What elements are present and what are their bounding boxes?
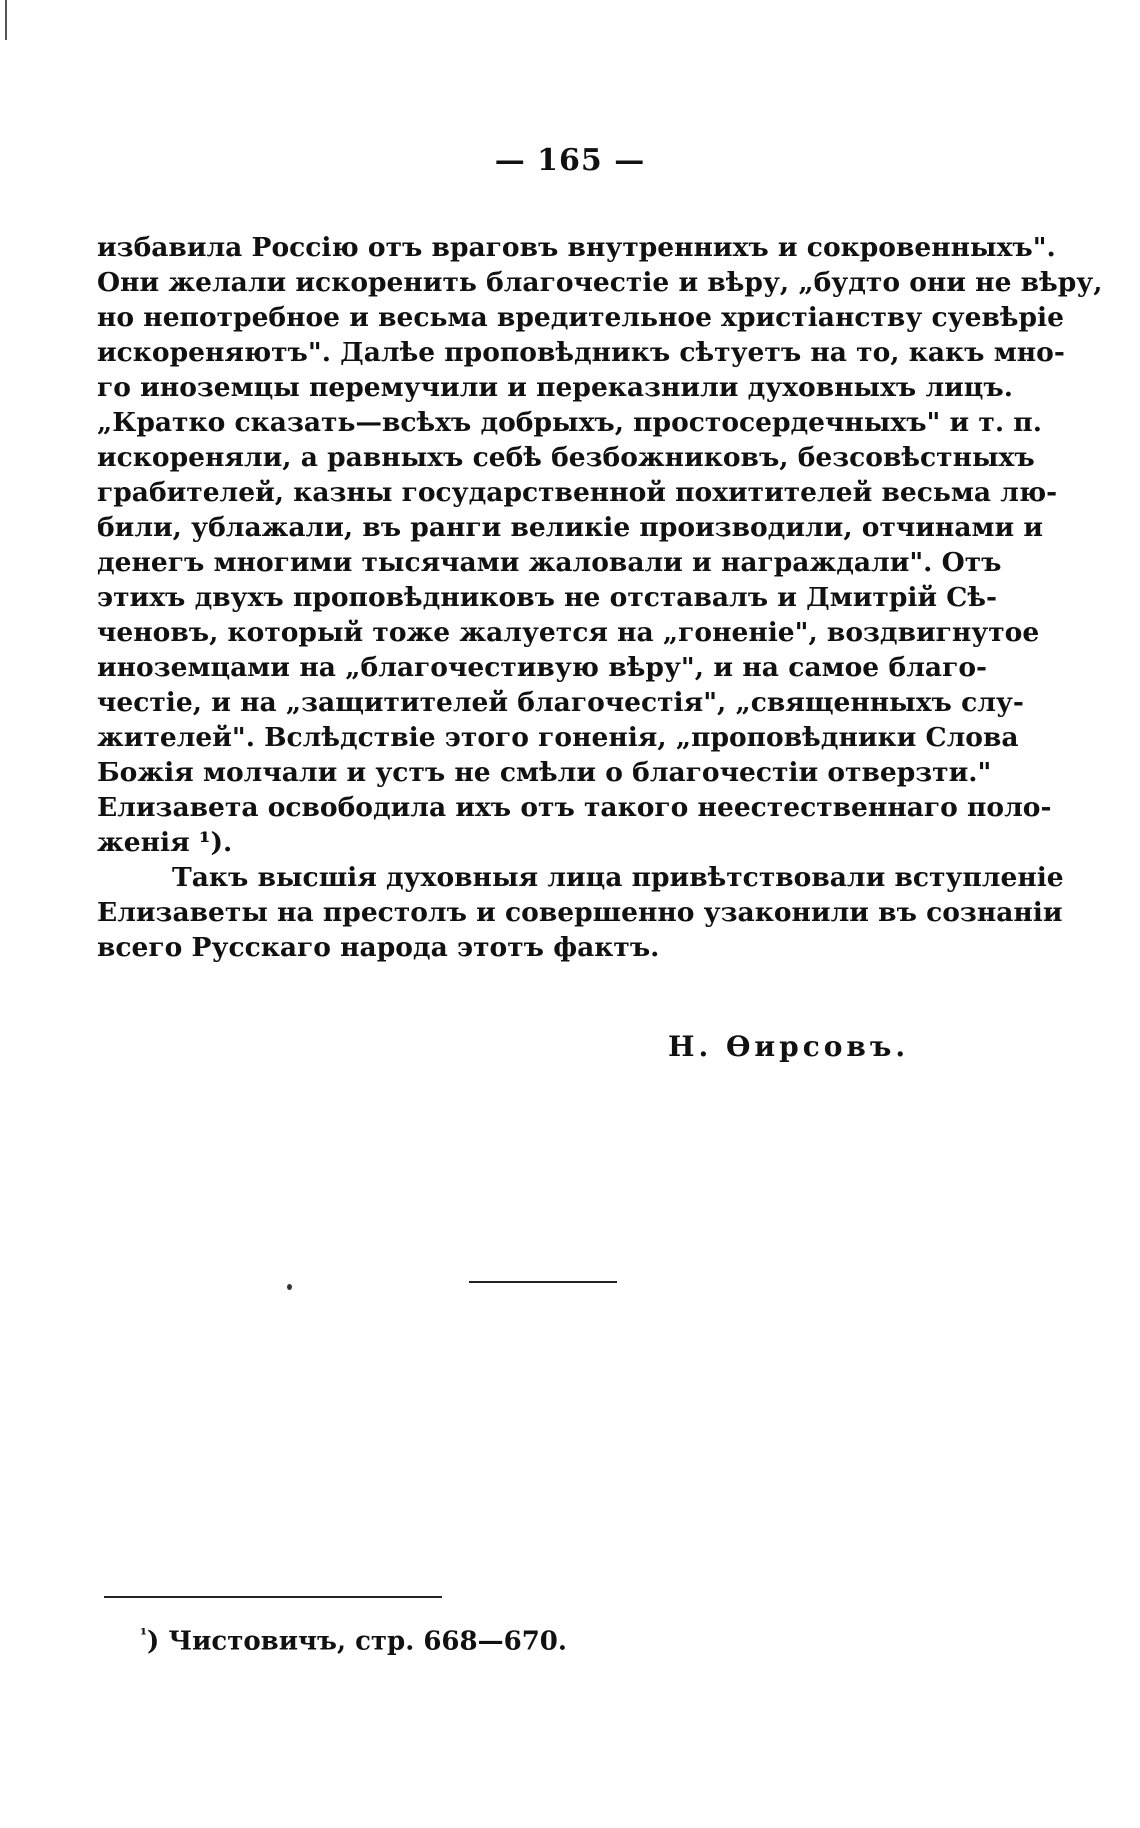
ink-speck [287, 1284, 292, 1290]
scan-edge-mark [5, 0, 7, 40]
paragraph-line: Елизаветы на престолъ и совершенно узаконили въ сознаніи [97, 897, 1063, 928]
text-line: жителей". Вслѣдствіе этого гоненія, „проповѣдники Слова [97, 722, 1019, 753]
text-line: женія ¹). [97, 827, 233, 858]
text-line: грабителей, казны государственной похитителей весьма лю- [97, 477, 1058, 508]
footnote-text: ) Чистовичъ, стр. 668—670. [147, 1626, 567, 1657]
text-line: искореняли, а равныхъ себѣ безбожниковъ, безсовѣстныхъ [97, 442, 1035, 473]
text-line: искореняютъ". Далѣе проповѣдникъ сѣтуетъ на то, какъ мно- [97, 337, 1065, 368]
section-divider [469, 1281, 617, 1283]
text-line: го иноземцы перемучили и переказнили духовныхъ лицъ. [97, 372, 1013, 403]
text-line: иноземцами на „благочестивую вѣру", и на самое благо- [97, 652, 987, 683]
text-line: Елизавета освободила ихъ отъ такого неестественнаго поло- [97, 792, 1052, 823]
paragraph-line: всего Русскаго народа этотъ фактъ. [97, 932, 660, 963]
text-line: ченовъ, который тоже жалуется на „гоненіе", воздвигнутое [97, 617, 1040, 648]
page-number: — 165 — [494, 143, 646, 178]
text-line: денегъ многими тысячами жаловали и награждали". Отъ [97, 547, 1002, 578]
text-line: били, ублажали, въ ранги великіе производили, отчинами и [97, 512, 1044, 543]
text-line: но непотребное и весьма вредительное христіанству суевѣріе [97, 302, 1064, 333]
text-line: Они желали искоренить благочестіе и вѣру, „будто они не вѣру, [97, 267, 1103, 298]
paragraph-line: Такъ высшія духовныя лица привѣтствовали вступленіе [172, 862, 1064, 893]
text-line: Божія молчали и устъ не смѣли о благочестіи отверзти." [97, 757, 992, 788]
footnote-marker: ¹ [140, 1625, 148, 1644]
footnote-divider [104, 1596, 442, 1598]
body-text [97, 230, 1103, 965]
text-line: „Кратко сказать—всѣхъ добрыхъ, простосердечныхъ" и т. п. [97, 407, 1042, 438]
text-line: избавила Россію отъ враговъ внутреннихъ и сокровенныхъ". [97, 232, 1056, 263]
footnote [140, 1625, 567, 1657]
text-line: честіе, и на „защитителей благочестія", „священныхъ слу- [97, 687, 1024, 718]
text-line: этихъ двухъ проповѣдниковъ не отставалъ и Дмитрій Сѣ- [97, 582, 998, 613]
author-signature: Н. Ѳирсовъ. [668, 1030, 910, 1063]
